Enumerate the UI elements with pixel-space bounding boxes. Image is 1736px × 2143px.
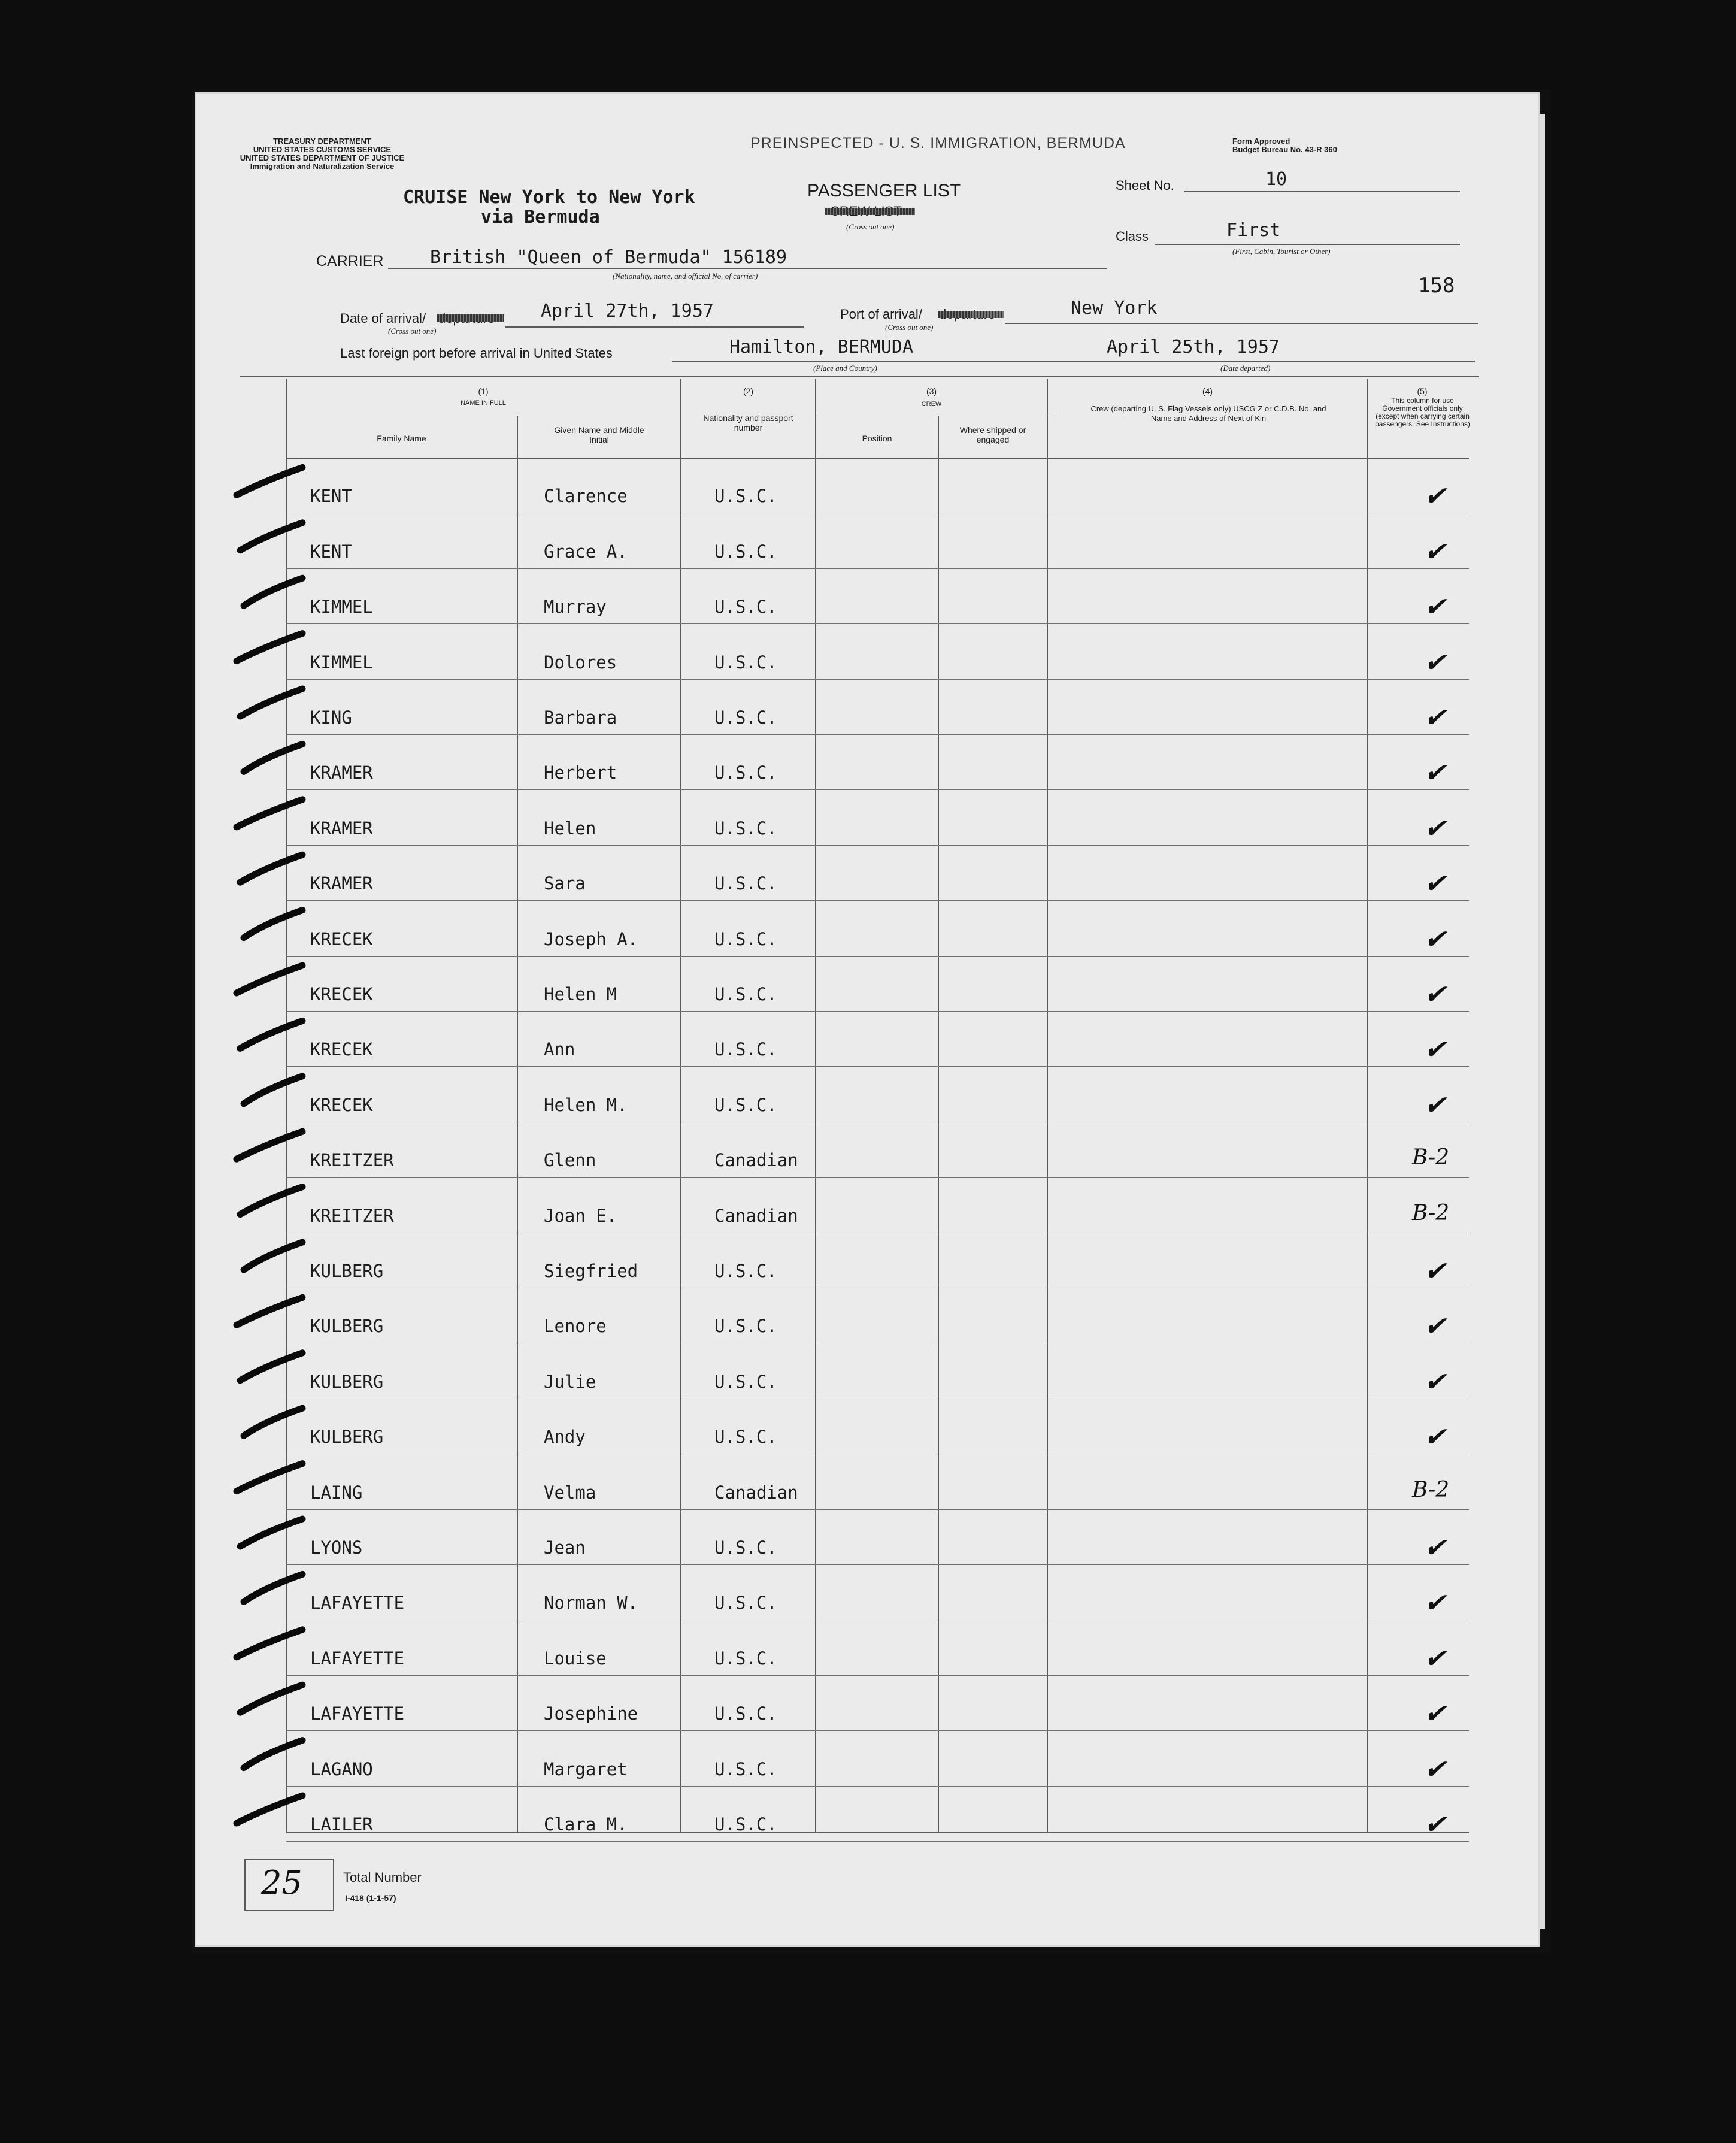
nationality-cell: U.S.C. xyxy=(714,486,777,507)
col2-number: (2) xyxy=(743,386,754,396)
family-name-cell: KIMMEL xyxy=(310,597,373,618)
col4-heading: Crew (departing U. S. Flag Vessels only) USCG Z or C.D.B. No. and Name and Address of Next of Kin xyxy=(1090,404,1326,423)
family-name-cell: KULBERG xyxy=(310,1371,384,1392)
row-rule xyxy=(286,679,1469,680)
carrier-caption: (Nationality, name, and official No. of carrier) xyxy=(613,271,758,280)
family-name-heading: Family Name xyxy=(377,434,426,443)
nationality-cell: Canadian xyxy=(714,1482,798,1503)
date-arrival-value: April 27th, 1957 xyxy=(541,301,714,322)
agency-line: UNITED STATES DEPARTMENT OF JUSTICE xyxy=(240,153,405,162)
check-mark-icon: ✔ xyxy=(1424,1699,1446,1730)
check-mark-icon: ✔ xyxy=(1424,1533,1446,1563)
column-divider xyxy=(680,379,681,1832)
row-rule xyxy=(286,1011,1469,1012)
date-departed-value: April 25th, 1957 xyxy=(1107,337,1280,358)
nationality-cell: U.S.C. xyxy=(714,1261,777,1281)
given-name-cell: Margaret xyxy=(544,1758,628,1779)
family-name-cell: KULBERG xyxy=(310,1316,384,1337)
cross-out-caption: (Cross out one) xyxy=(846,222,895,231)
row-rule xyxy=(286,1066,1469,1067)
family-name-cell: LAFAYETTE xyxy=(310,1648,405,1669)
agency-line: Immigration and Naturalization Service xyxy=(250,162,395,171)
row-rule xyxy=(286,1509,1469,1510)
nationality-cell: U.S.C. xyxy=(714,762,777,783)
nationality-cell: U.S.C. xyxy=(714,1537,777,1558)
port-arrival-label: Port of arrival/ xyxy=(840,307,922,322)
passenger-list-sheet xyxy=(196,94,1538,1945)
family-name-cell: KRECEK xyxy=(310,1039,373,1060)
check-mark-icon: ✔ xyxy=(1424,813,1446,844)
family-name-cell: KENT xyxy=(310,486,352,507)
agency-line: TREASURY DEPARTMENT xyxy=(273,137,371,146)
form-approved-line: Form Approved xyxy=(1232,137,1290,146)
check-mark-icon: ✔ xyxy=(1424,703,1446,733)
row-rule xyxy=(286,845,1469,846)
nationality-cell: U.S.C. xyxy=(714,541,777,562)
family-name-cell: KULBERG xyxy=(310,1261,384,1281)
row-rule xyxy=(286,900,1469,901)
form-number: I-418 (1-1-57) xyxy=(345,1893,396,1903)
check-mark-icon: ✔ xyxy=(1424,1089,1446,1121)
family-name-cell: LAFAYETTE xyxy=(310,1703,405,1724)
given-name-cell: Lenore xyxy=(544,1316,607,1337)
col1-title: NAME IN FULL xyxy=(460,399,506,407)
given-name-cell: Norman W. xyxy=(544,1593,638,1614)
given-name-cell: Joan E. xyxy=(544,1205,617,1226)
total-box xyxy=(244,1859,246,1911)
where-shipped-heading: Where shipped or engaged xyxy=(959,425,1026,444)
row-rule xyxy=(286,956,1469,957)
check-mark-icon: ✔ xyxy=(1424,647,1446,678)
class-value: First xyxy=(1226,220,1281,241)
form-approved-line: Budget Bureau No. 43-R 360 xyxy=(1232,145,1337,154)
total-box xyxy=(333,1859,334,1911)
nationality-cell: U.S.C. xyxy=(714,928,777,949)
check-mark-icon: ✔ xyxy=(1424,1311,1446,1342)
given-name-cell: Velma xyxy=(544,1482,596,1503)
preinspected-stamp: PREINSPECTED - U. S. IMMIGRATION, BERMUDA xyxy=(750,135,1126,152)
given-name-cell: Grace A. xyxy=(544,541,628,562)
strike-mark xyxy=(437,314,504,322)
nationality-cell: U.S.C. xyxy=(714,1814,777,1835)
column-divider xyxy=(815,379,816,1832)
row-rule xyxy=(286,1177,1469,1178)
cruise-line-2: via Bermuda xyxy=(481,207,600,228)
strike-mark xyxy=(938,311,1004,318)
cross-out-caption: (Cross out one) xyxy=(388,326,437,335)
row-rule xyxy=(286,1675,1469,1676)
nationality-cell: U.S.C. xyxy=(714,1039,777,1060)
given-name-cell: Andy xyxy=(544,1427,586,1448)
check-mark-icon: ✔ xyxy=(1424,1034,1446,1066)
given-name-cell: Julie xyxy=(544,1371,596,1392)
visa-class-cell: B-2 xyxy=(1412,1200,1450,1225)
family-name-cell: KREITZER xyxy=(310,1150,394,1171)
check-mark-icon: ✔ xyxy=(1424,1256,1446,1287)
family-name-cell: LAING xyxy=(310,1482,363,1503)
page-number: 158 xyxy=(1418,274,1455,298)
family-name-cell: KRECEK xyxy=(310,1094,373,1115)
nationality-cell: U.S.C. xyxy=(714,1371,777,1392)
col4-number: (4) xyxy=(1202,386,1213,396)
row-rule xyxy=(286,1841,1469,1842)
check-mark-icon: ✔ xyxy=(1424,924,1446,955)
family-name-cell: KRAMER xyxy=(310,873,373,894)
family-name-cell: LAILER xyxy=(310,1814,373,1835)
column-divider xyxy=(1047,379,1048,1832)
nationality-cell: U.S.C. xyxy=(714,707,777,728)
check-mark-icon: ✔ xyxy=(1424,1422,1446,1453)
page-edge xyxy=(1537,114,1545,1929)
family-name-cell: KULBERG xyxy=(310,1427,384,1448)
nationality-heading: Nationality and passport number xyxy=(703,413,793,432)
total-box xyxy=(244,1910,334,1911)
col5-number: (5) xyxy=(1417,386,1428,396)
family-name-cell: LAFAYETTE xyxy=(310,1593,405,1614)
nationality-cell: U.S.C. xyxy=(714,818,777,839)
strike-mark xyxy=(825,208,915,215)
nationality-cell: U.S.C. xyxy=(714,873,777,894)
given-name-cell: Ann xyxy=(544,1039,575,1060)
date-arrival-label: Date of arrival/ xyxy=(340,311,426,326)
given-name-cell: Clara M. xyxy=(544,1814,628,1835)
position-heading: Position xyxy=(862,434,892,443)
last-port-value: Hamilton, BERMUDA xyxy=(729,337,914,358)
check-mark-icon: ✔ xyxy=(1424,868,1446,900)
row-rule xyxy=(286,1786,1469,1787)
last-port-line xyxy=(672,361,1475,362)
given-name-cell: Joseph A. xyxy=(544,928,638,949)
visa-class-cell: B-2 xyxy=(1412,1477,1450,1502)
nationality-cell: Canadian xyxy=(714,1150,798,1171)
col1-number: (1) xyxy=(478,386,489,396)
nationality-cell: U.S.C. xyxy=(714,1094,777,1115)
given-name-cell: Helen M xyxy=(544,984,617,1004)
given-name-cell: Barbara xyxy=(544,707,617,728)
last-port-label: Last foreign port before arrival in United States xyxy=(340,346,613,361)
given-name-cell: Louise xyxy=(544,1648,607,1669)
row-rule xyxy=(286,789,1469,790)
check-mark-icon: ✔ xyxy=(1424,1754,1446,1785)
check-mark-icon: ✔ xyxy=(1424,1588,1446,1619)
family-name-cell: KRAMER xyxy=(310,762,373,783)
given-name-cell: Helen M. xyxy=(544,1094,628,1115)
class-line xyxy=(1155,244,1460,245)
form-approved xyxy=(1232,137,1337,154)
carrier-label: CARRIER xyxy=(316,253,384,270)
date-departed-caption: (Date departed) xyxy=(1220,364,1271,373)
visa-class-cell: B-2 xyxy=(1412,1145,1450,1170)
family-name-cell: KRECEK xyxy=(310,984,373,1004)
row-rule xyxy=(286,568,1469,569)
given-name-heading: Given Name and Middle Initial xyxy=(554,425,644,444)
table-bottom-rule xyxy=(286,1832,1469,1833)
nationality-cell: U.S.C. xyxy=(714,597,777,618)
nationality-cell: U.S.C. xyxy=(714,1427,777,1448)
date-arrival-line xyxy=(505,326,804,328)
total-value: 25 xyxy=(261,1864,302,1902)
col5-heading: This column for use Government officials only (except when carrying certain passengers. See Instructions) xyxy=(1375,396,1470,428)
nationality-cell: Canadian xyxy=(714,1205,798,1226)
given-name-cell: Murray xyxy=(544,597,607,618)
nationality-cell: U.S.C. xyxy=(714,984,777,1004)
check-mark-icon: ✔ xyxy=(1424,758,1446,789)
given-name-cell: Sara xyxy=(544,873,586,894)
last-port-caption: (Place and Country) xyxy=(813,364,877,373)
given-name-cell: Helen xyxy=(544,818,596,839)
given-name-cell: Dolores xyxy=(544,652,617,673)
row-rule xyxy=(286,1730,1469,1731)
family-name-cell: LYONS xyxy=(310,1537,363,1558)
cross-out-caption: (Cross out one) xyxy=(885,323,934,332)
column-divider xyxy=(1367,379,1368,1832)
class-caption: (First, Cabin, Tourist or Other) xyxy=(1232,247,1331,256)
family-name-cell: KENT xyxy=(310,541,352,562)
nationality-cell: U.S.C. xyxy=(714,1316,777,1337)
check-mark-icon: ✔ xyxy=(1424,979,1446,1010)
row-rule xyxy=(286,734,1469,735)
table-top-rule xyxy=(240,376,1479,377)
given-name-cell: Glenn xyxy=(544,1150,596,1171)
table-header-rule xyxy=(286,458,1469,459)
nationality-cell: U.S.C. xyxy=(714,1593,777,1614)
check-mark-icon: ✔ xyxy=(1424,481,1446,512)
sheet-label: Sheet No. xyxy=(1116,178,1174,193)
cruise-line-1: CRUISE New York to New York xyxy=(403,187,695,208)
family-name-cell: LAGANO xyxy=(310,1758,373,1779)
check-mark-icon: ✔ xyxy=(1424,1643,1446,1674)
crew-heading: CREW xyxy=(921,401,942,408)
sheet-line xyxy=(1184,191,1460,192)
carrier-line xyxy=(388,268,1107,269)
family-name-cell: KREITZER xyxy=(310,1205,394,1226)
nationality-cell: U.S.C. xyxy=(714,1703,777,1724)
row-rule xyxy=(286,623,1469,624)
list-title: PASSENGER LIST xyxy=(807,181,961,201)
port-arrival-line xyxy=(1005,323,1478,324)
given-name-cell: Jean xyxy=(544,1537,586,1558)
port-arrival-value: New York xyxy=(1071,298,1158,319)
agency-block xyxy=(232,137,412,171)
nationality-cell: U.S.C. xyxy=(714,1758,777,1779)
check-mark-icon: ✔ xyxy=(1424,1809,1446,1840)
check-mark-icon: ✔ xyxy=(1424,1366,1446,1397)
row-rule xyxy=(286,1564,1469,1565)
class-label: Class xyxy=(1116,229,1149,244)
family-name-cell: KRAMER xyxy=(310,818,373,839)
check-mark-icon: ✔ xyxy=(1424,536,1446,567)
nationality-cell: U.S.C. xyxy=(714,1648,777,1669)
given-name-cell: Herbert xyxy=(544,762,617,783)
agency-line: UNITED STATES CUSTOMS SERVICE xyxy=(253,145,392,154)
nationality-cell: U.S.C. xyxy=(714,652,777,673)
family-name-cell: KRECEK xyxy=(310,928,373,949)
check-mark-icon: ✔ xyxy=(1424,592,1446,623)
family-name-cell: KING xyxy=(310,707,352,728)
given-name-cell: Siegfried xyxy=(544,1261,638,1281)
column-divider xyxy=(286,379,287,1832)
given-name-cell: Josephine xyxy=(544,1703,638,1724)
given-name-cell: Clarence xyxy=(544,486,628,507)
family-name-cell: KIMMEL xyxy=(310,652,373,673)
total-label: Total Number xyxy=(343,1870,422,1885)
carrier-value: British "Queen of Bermuda" 156189 xyxy=(430,247,787,268)
col3-number: (3) xyxy=(926,386,937,396)
sheet-number: 10 xyxy=(1265,169,1287,190)
total-box xyxy=(244,1859,334,1860)
